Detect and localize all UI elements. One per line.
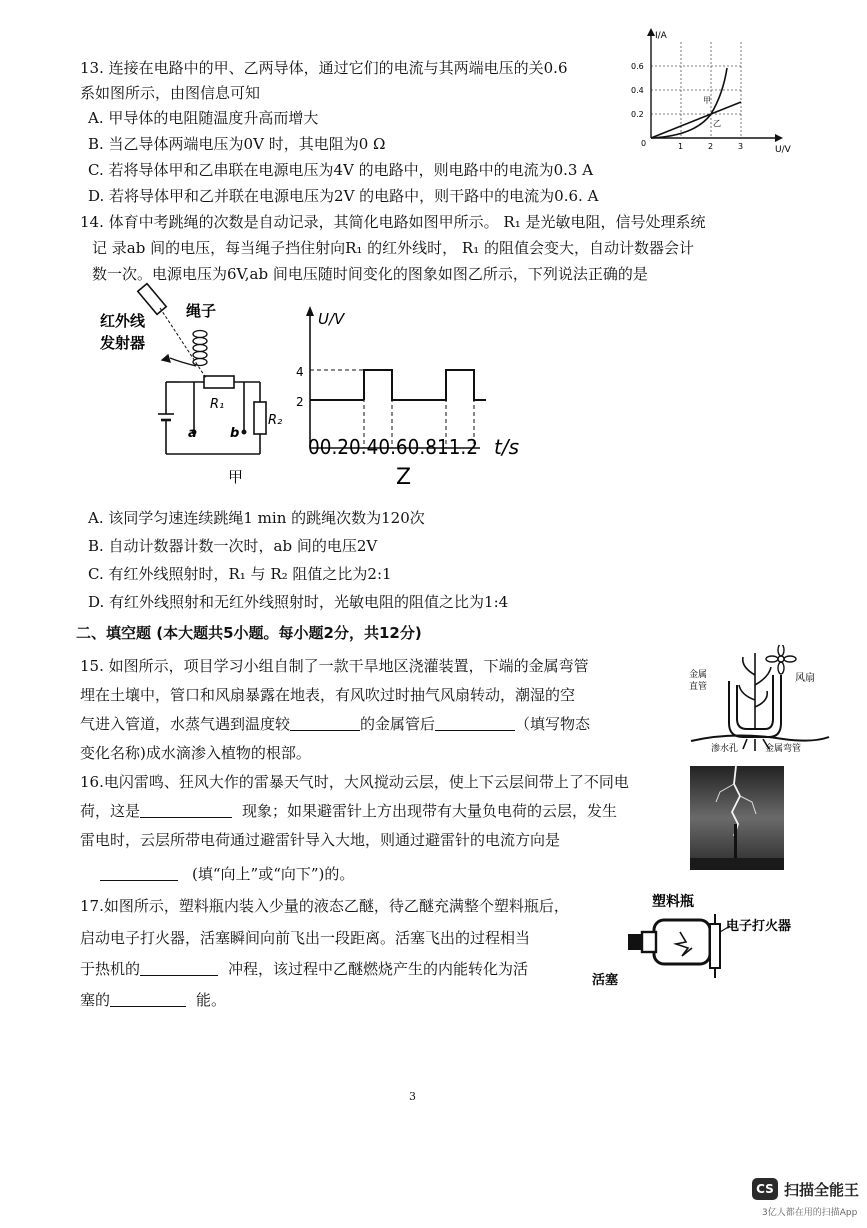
q17-stem-line4 (80, 989, 226, 1010)
q16-stem-line4 (100, 863, 354, 884)
page-number: 3 (409, 1090, 416, 1103)
label-bent-pipe: 金属弯管 (765, 744, 802, 753)
q14-option-a: A. 该同学匀速连续跳绳1 min 的跳绳次数为120次 (88, 509, 425, 527)
q15-stem-line1: 15. 如图所示，项目学习小组自制了一款干旱地区浇灌装置，下端的金属弯管 (80, 657, 589, 675)
r2-label: R₂ (268, 413, 283, 428)
q15-irrigation-figure (683, 645, 833, 753)
yi-y-label: U/V (318, 310, 345, 328)
q15-stem-line3 (80, 713, 590, 734)
label-metal-pipe-1: 金属 (689, 670, 708, 680)
q17-stem-line3 (80, 958, 528, 979)
q13-stem-line1: 13. 连接在电路中的甲、乙两导体，通过它们的电流与其两端电压的关0.6 (80, 59, 568, 77)
q17-line4-part2: 能。 (196, 991, 227, 1009)
piston-icon (628, 934, 642, 950)
q14-option-b: B. 自动计数器计数一次时，ab 间的电压2V (88, 537, 378, 555)
yi-ytick: 4 (296, 365, 304, 379)
q14-stem-line3: 数一次。电源电压为6V,ab 间电压随时间变化的图象如图乙所示，下列说法正确的是 (92, 265, 648, 283)
scanner-tagline: 3亿人都在用的扫描App (762, 1208, 858, 1218)
q16-lightning-photo (690, 766, 784, 870)
rope-icon (162, 331, 207, 367)
q16-stem-line3: 雷电时，云层所带电荷通过避雷针导入大地，则通过避雷针的电流方向是 (80, 831, 561, 849)
q16-blank-2[interactable] (100, 866, 178, 881)
q15-line3-part3: （填写物态 (515, 715, 591, 733)
q13-option-a: A. 甲导体的电阻随温度升高而增大 (88, 109, 319, 127)
q17-stem-line2: 启动电子打火器，活塞瞬间向前飞出一段距离。活塞飞出的过程相当 (80, 929, 531, 947)
q13-option-d: D. 若将导体甲和乙并联在电源电压为2V 的电路中，则干路中的电流为0.6. A (88, 187, 599, 205)
q15-stem-line2: 埋在土壤中，管口和风扇暴露在地表，有风吹过时抽气风扇转动，潮湿的空 (80, 686, 576, 704)
emitter-label-2: 发射器 (100, 334, 146, 352)
q16-stem-line2 (80, 800, 617, 821)
q14-stem-line2: 记 录ab 间的电压，每当绳子挡住射向R₁ 的红外线时， R₁ 的阻值会变大，自动计数器会计 (92, 239, 695, 257)
scanner-watermark (752, 1176, 864, 1224)
q13-graph-y-label: I/A (655, 31, 667, 41)
figure-yi-caption: Z (396, 465, 412, 490)
q14-figure-jia-circuit (100, 282, 290, 492)
q15-line3-part2: 的金属管后 (360, 715, 436, 733)
q16-line2-part1: 荷，这是 (80, 802, 141, 820)
q13-graph-ytick: 0.4 (631, 86, 644, 95)
q13-option-c: C. 若将导体甲和乙串联在电源电压为4V 的电路中，则电路中的电流为0.3 A (88, 161, 594, 179)
yi-x-axis-text: 00.20.40.60.811.2 (308, 435, 478, 459)
q15-blank-2[interactable] (435, 716, 515, 731)
q17-stem-line1: 17.如图所示，塑料瓶内装入少量的液态乙醚，待乙醚充满整个塑料瓶后， (80, 897, 569, 915)
q16-line4-text: (填“向上”或“向下”)的。 (192, 865, 355, 883)
label-bottle: 塑料瓶 (652, 894, 694, 910)
q13-graph-ytick: 0.2 (631, 110, 644, 119)
q17-blank-2[interactable] (110, 992, 186, 1007)
q15-stem-line4: 变化名称)成水滴渗入植物的根部。 (80, 744, 311, 762)
label-fan: 风扇 (795, 673, 815, 684)
q13-graph-curve-label: 甲 (703, 96, 711, 105)
q13-graph-xtick: 1 (678, 142, 684, 151)
q13-graph-curve-label: 乙 (713, 119, 721, 128)
q15-line3-part1: 气进入管道，水蒸气遇到温度较 (80, 715, 291, 733)
label-igniter: 电子打火器 (726, 919, 792, 934)
label-seep-hole: 渗水孔 (711, 744, 739, 753)
figure-jia-caption: 甲 (228, 468, 244, 486)
q17-bottle-figure (592, 886, 802, 992)
q17-line3-part1: 于热机的 (80, 960, 141, 978)
r1-label: R₁ (210, 397, 225, 412)
q13-graph-x-label: U/V (775, 145, 791, 155)
terminal-a-label: a (188, 426, 197, 441)
label-metal-pipe-2: 直管 (689, 682, 708, 692)
rope-label: 绳子 (186, 302, 217, 320)
yi-ytick: 2 (296, 395, 304, 409)
q16-line2-part2: 现象；如果避雷针上方出现带有大量负电荷的云层，发生 (242, 802, 618, 820)
q17-line4-part1: 塞的 (80, 991, 111, 1009)
q15-blank-1[interactable] (290, 716, 360, 731)
plastic-bottle-icon (642, 920, 710, 964)
q13-stem-line2: 系如图所示，由图信息可知 (80, 84, 261, 102)
q13-graph-xtick: 3 (738, 142, 744, 151)
q16-stem-line1: 16.电闪雷鸣、狂风大作的雷暴天气时，大风搅动云层，使上下云层间带上了不同电 (80, 773, 629, 791)
emitter-label-1: 红外线 (100, 312, 146, 330)
q16-blank-1[interactable] (140, 803, 232, 818)
yi-x-unit: t/s (494, 435, 519, 459)
scanner-app-name: 扫描全能王 (784, 1181, 860, 1199)
q14-option-d: D. 有红外线照射和无红外线照射时，光敏电阻的阻值之比为1:4 (88, 593, 509, 611)
scanner-logo-icon: CS (752, 1178, 778, 1200)
q13-option-b: B. 当乙导体两端电压为0V 时，其电阻为0 Ω (88, 135, 386, 153)
terminal-b-label: b (230, 426, 240, 441)
section-2-heading: 二、填空题 (本大题共5小题。每小题2分，共12分) (76, 624, 422, 642)
q13-graph-xtick: 2 (708, 142, 714, 151)
q14-figure-yi-graph (290, 300, 540, 496)
q14-option-c: C. 有红外线照射时，R₁ 与 R₂ 阻值之比为2:1 (88, 565, 392, 583)
q13-graph-origin: 0 (641, 139, 647, 148)
q17-blank-1[interactable] (140, 961, 218, 976)
q17-line3-part2: 冲程，该过程中乙醚燃烧产生的内能转化为活 (228, 960, 529, 978)
label-piston: 活塞 (592, 973, 619, 988)
q13-iu-graph (625, 28, 795, 156)
q14-stem-line1: 14. 体育中考跳绳的次数是自动记录，其简化电路如图甲所示。 R₁ 是光敏电阻，信号处理系统 (80, 213, 706, 231)
q13-graph-ytick: 0.6 (631, 62, 644, 71)
